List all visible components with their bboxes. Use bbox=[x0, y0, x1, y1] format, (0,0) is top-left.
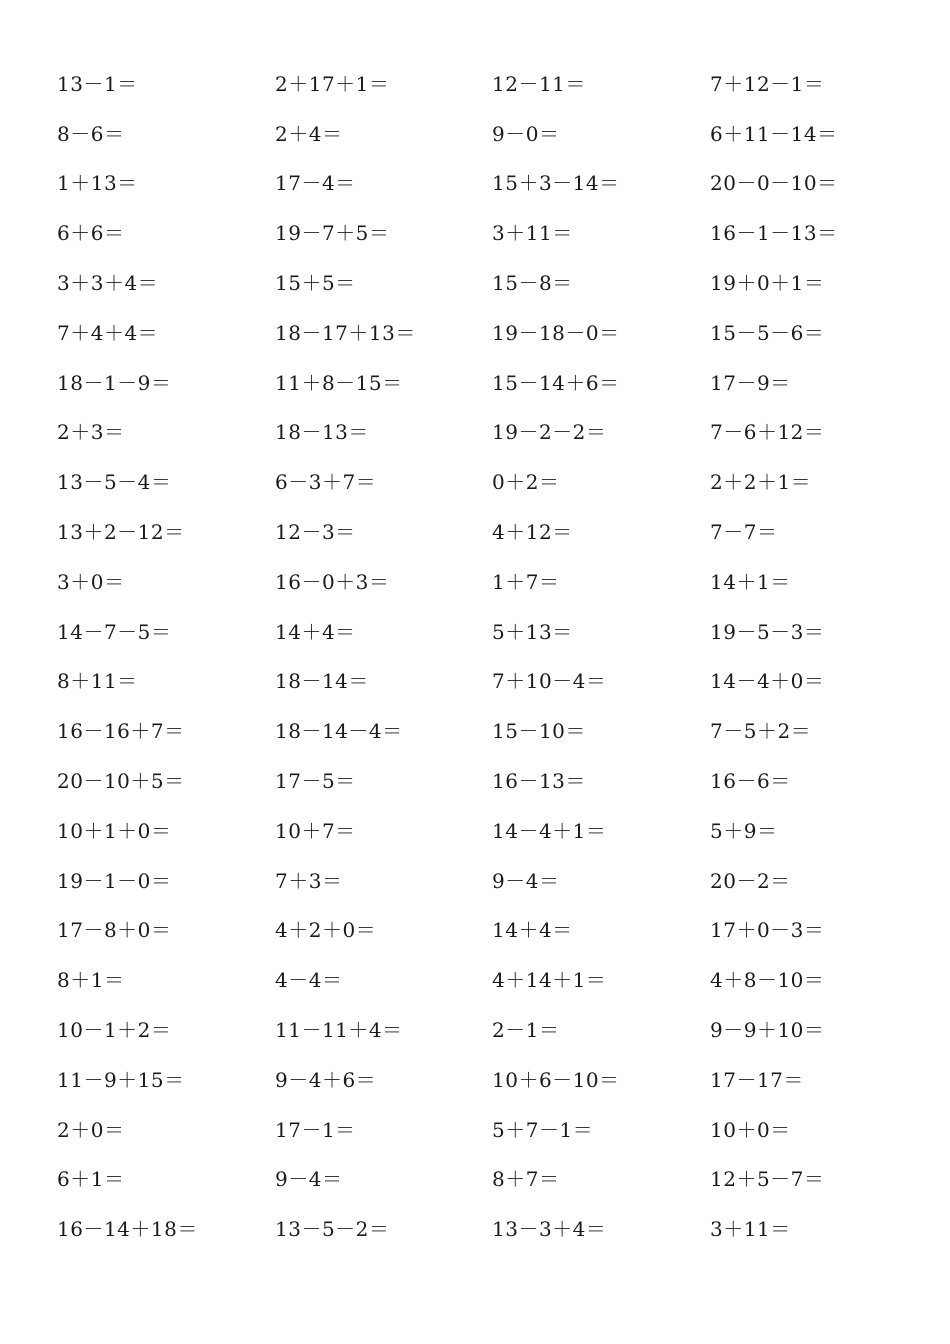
arithmetic-problem: 19＋0＋1＝ bbox=[710, 271, 825, 296]
arithmetic-problem: 6＋1＝ bbox=[57, 1167, 125, 1192]
arithmetic-problem: 13－5－4＝ bbox=[57, 470, 172, 495]
arithmetic-problem: 15－10＝ bbox=[492, 719, 586, 744]
arithmetic-problem: 10＋1＋0＝ bbox=[57, 818, 172, 843]
arithmetic-problem: 11＋8－15＝ bbox=[275, 370, 403, 395]
arithmetic-problem: 9－4＋6＝ bbox=[275, 1067, 377, 1092]
arithmetic-problem: 13＋2－12＝ bbox=[57, 520, 185, 545]
arithmetic-problem: 7＋4＋4＝ bbox=[57, 320, 159, 345]
arithmetic-problem: 14＋4＝ bbox=[492, 918, 573, 943]
arithmetic-problem: 0＋2＝ bbox=[492, 470, 560, 495]
arithmetic-problem: 15－8＝ bbox=[492, 271, 573, 296]
arithmetic-problem: 16－0＋3＝ bbox=[275, 569, 390, 594]
arithmetic-problem: 20－2＝ bbox=[710, 868, 791, 893]
arithmetic-problem: 19－5－3＝ bbox=[710, 619, 825, 644]
arithmetic-problem: 20－10＋5＝ bbox=[57, 769, 185, 794]
arithmetic-problem: 19－18－0＝ bbox=[492, 320, 620, 345]
arithmetic-problem: 13－3＋4＝ bbox=[492, 1217, 607, 1242]
arithmetic-problem: 18－17＋13＝ bbox=[275, 320, 416, 345]
arithmetic-problem: 16－13＝ bbox=[492, 769, 586, 794]
arithmetic-problem: 17－1＝ bbox=[275, 1117, 356, 1142]
arithmetic-problem: 8＋1＝ bbox=[57, 968, 125, 993]
arithmetic-problem: 15＋5＝ bbox=[275, 271, 356, 296]
arithmetic-problem: 9－4＝ bbox=[275, 1167, 343, 1192]
arithmetic-problem: 3＋0＝ bbox=[57, 569, 125, 594]
arithmetic-problem: 15－5－6＝ bbox=[710, 320, 825, 345]
arithmetic-problem: 18－14＝ bbox=[275, 669, 369, 694]
arithmetic-problem: 10＋7＝ bbox=[275, 818, 356, 843]
arithmetic-problem: 3＋11＝ bbox=[710, 1217, 791, 1242]
arithmetic-problem: 8－6＝ bbox=[57, 121, 125, 146]
arithmetic-problem: 14－4＋0＝ bbox=[710, 669, 825, 694]
arithmetic-problem: 7＋3＝ bbox=[275, 868, 343, 893]
arithmetic-problem: 18－1－9＝ bbox=[57, 370, 172, 395]
arithmetic-problem: 4－4＝ bbox=[275, 968, 343, 993]
arithmetic-problem: 19－1－0＝ bbox=[57, 868, 172, 893]
arithmetic-problem: 9－9＋10＝ bbox=[710, 1018, 825, 1043]
arithmetic-problem: 4＋2＋0＝ bbox=[275, 918, 377, 943]
arithmetic-problem: 7－6＋12＝ bbox=[710, 420, 825, 445]
arithmetic-problem: 18－13＝ bbox=[275, 420, 369, 445]
arithmetic-problem: 13－1＝ bbox=[57, 71, 138, 96]
arithmetic-problem: 7＋10－4＝ bbox=[492, 669, 607, 694]
arithmetic-problem: 2－1＝ bbox=[492, 1018, 560, 1043]
arithmetic-problem: 18－14－4＝ bbox=[275, 719, 403, 744]
arithmetic-problem: 10＋6－10＝ bbox=[492, 1067, 620, 1092]
arithmetic-problem: 6＋11－14＝ bbox=[710, 121, 838, 146]
arithmetic-problem: 1＋13＝ bbox=[57, 171, 138, 196]
arithmetic-problem: 17－4＝ bbox=[275, 171, 356, 196]
arithmetic-problem: 15－14＋6＝ bbox=[492, 370, 620, 395]
arithmetic-problem: 16－6＝ bbox=[710, 769, 791, 794]
problem-grid bbox=[57, 59, 910, 1254]
arithmetic-problem: 8＋11＝ bbox=[57, 669, 138, 694]
arithmetic-problem: 16－16＋7＝ bbox=[57, 719, 185, 744]
arithmetic-problem: 5＋9＝ bbox=[710, 818, 778, 843]
arithmetic-problem: 6＋6＝ bbox=[57, 221, 125, 246]
arithmetic-problem: 7－5＋2＝ bbox=[710, 719, 812, 744]
arithmetic-problem: 10－1＋2＝ bbox=[57, 1018, 172, 1043]
arithmetic-problem: 17－9＝ bbox=[710, 370, 791, 395]
arithmetic-problem: 6－3＋7＝ bbox=[275, 470, 377, 495]
arithmetic-problem: 4＋8－10＝ bbox=[710, 968, 825, 993]
arithmetic-problem: 16－1－13＝ bbox=[710, 221, 838, 246]
arithmetic-problem: 14－7－5＝ bbox=[57, 619, 172, 644]
arithmetic-problem: 8＋7＝ bbox=[492, 1167, 560, 1192]
arithmetic-problem: 2＋0＝ bbox=[57, 1117, 125, 1142]
arithmetic-problem: 14＋1＝ bbox=[710, 569, 791, 594]
arithmetic-problem: 2＋17＋1＝ bbox=[275, 71, 390, 96]
arithmetic-problem: 19－2－2＝ bbox=[492, 420, 607, 445]
arithmetic-problem: 10＋0＝ bbox=[710, 1117, 791, 1142]
arithmetic-problem: 2＋2＋1＝ bbox=[710, 470, 812, 495]
arithmetic-problem: 13－5－2＝ bbox=[275, 1217, 390, 1242]
arithmetic-problem: 17－17＝ bbox=[710, 1067, 804, 1092]
arithmetic-problem: 2＋3＝ bbox=[57, 420, 125, 445]
arithmetic-problem: 12－3＝ bbox=[275, 520, 356, 545]
arithmetic-problem: 19－7＋5＝ bbox=[275, 221, 390, 246]
arithmetic-problem: 12＋5－7＝ bbox=[710, 1167, 825, 1192]
arithmetic-problem: 17＋0－3＝ bbox=[710, 918, 825, 943]
arithmetic-problem: 11－11＋4＝ bbox=[275, 1018, 403, 1043]
arithmetic-problem: 7－7＝ bbox=[710, 520, 778, 545]
arithmetic-problem: 9－4＝ bbox=[492, 868, 560, 893]
arithmetic-problem: 14－4＋1＝ bbox=[492, 818, 607, 843]
arithmetic-problem: 5＋13＝ bbox=[492, 619, 573, 644]
arithmetic-problem: 9－0＝ bbox=[492, 121, 560, 146]
arithmetic-problem: 12－11＝ bbox=[492, 71, 586, 96]
arithmetic-problem: 17－5＝ bbox=[275, 769, 356, 794]
arithmetic-problem: 11－9＋15＝ bbox=[57, 1067, 185, 1092]
arithmetic-problem: 7＋12－1＝ bbox=[710, 71, 825, 96]
arithmetic-problem: 2＋4＝ bbox=[275, 121, 343, 146]
arithmetic-problem: 20－0－10＝ bbox=[710, 171, 838, 196]
arithmetic-problem: 3＋3＋4＝ bbox=[57, 271, 159, 296]
arithmetic-problem: 5＋7－1＝ bbox=[492, 1117, 594, 1142]
arithmetic-problem: 4＋14＋1＝ bbox=[492, 968, 607, 993]
arithmetic-problem: 15＋3－14＝ bbox=[492, 171, 620, 196]
arithmetic-problem: 16－14＋18＝ bbox=[57, 1217, 198, 1242]
arithmetic-problem: 4＋12＝ bbox=[492, 520, 573, 545]
arithmetic-problem: 14＋4＝ bbox=[275, 619, 356, 644]
arithmetic-problem: 17－8＋0＝ bbox=[57, 918, 172, 943]
arithmetic-problem: 1＋7＝ bbox=[492, 569, 560, 594]
arithmetic-problem: 3＋11＝ bbox=[492, 221, 573, 246]
